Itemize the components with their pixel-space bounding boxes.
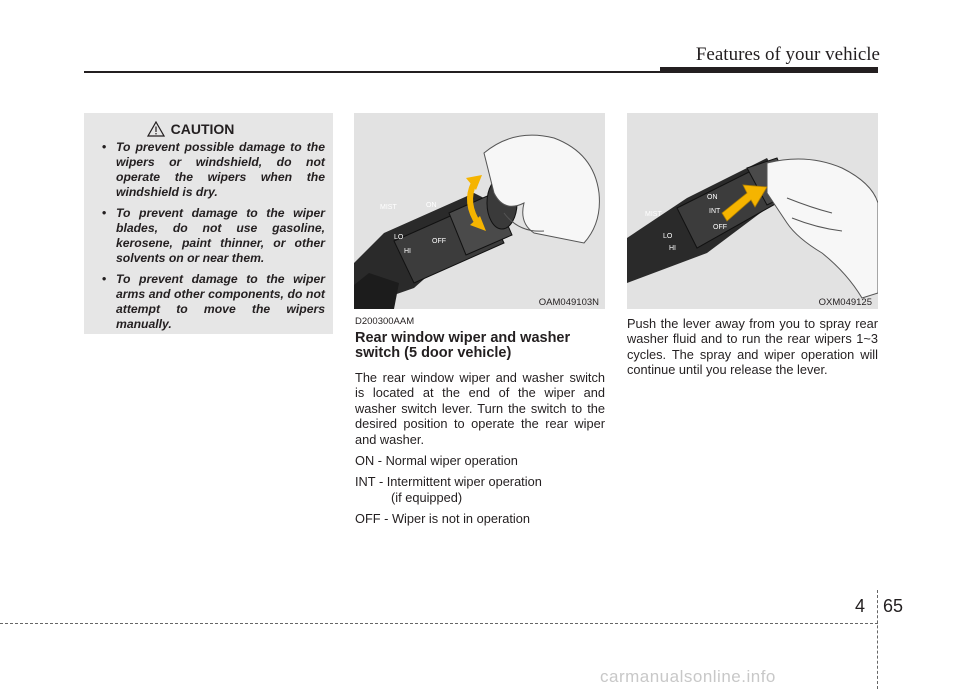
caution-item-text: To prevent possible damage to the wipers or windshield, do not operate the wipers when the windshield is dry. xyxy=(116,140,325,199)
caution-list xyxy=(96,140,325,332)
label-mist: MIST xyxy=(380,204,397,211)
caution-item-text: To prevent damage to the wiper blades, do not use gasoline, kerosene, paint thinner, or other solvents on or near them. xyxy=(116,206,325,265)
caution-item xyxy=(96,140,325,200)
section-intro: The rear window wiper and washer switch is located at the end of the wiper and washer switch lever. Turn the switch to the desired position to operate the rear wiper and washer. xyxy=(355,370,605,447)
caution-title: CAUTION xyxy=(170,121,235,137)
header-rule xyxy=(84,71,662,73)
caution-heading xyxy=(56,121,325,137)
chapter-number: 4 xyxy=(855,596,866,616)
figure-rear-washer-push xyxy=(627,113,878,309)
label-on: ON xyxy=(707,194,718,201)
section-title: Rear window wiper and washer switch (5 door vehicle) xyxy=(355,330,571,361)
figure-code: OAM049103N xyxy=(538,297,599,308)
figure-rear-wiper-switch-turn xyxy=(354,113,605,309)
page-header-title: Features of your vehicle xyxy=(695,44,880,65)
bullet-icon: • xyxy=(102,206,107,220)
label-on: ON xyxy=(426,202,437,209)
caution-item xyxy=(96,206,325,266)
footer-rule xyxy=(0,623,878,624)
bullet-icon: • xyxy=(102,140,107,154)
caution-item xyxy=(96,272,325,332)
mode-on: ON - Normal wiper operation xyxy=(355,453,518,469)
label-lo: LO xyxy=(394,234,404,241)
wiper-lever-turn-illustration xyxy=(354,113,605,309)
label-lo: LO xyxy=(663,233,673,240)
section-ref-code: D200300AAM xyxy=(355,316,415,327)
figure-code: OXM049125 xyxy=(818,297,872,308)
header-rule-accent xyxy=(660,67,878,73)
watermark: carmanualsonline.info xyxy=(600,667,776,686)
caution-box xyxy=(84,113,333,334)
mode-off: OFF - Wiper is not in operation xyxy=(355,511,530,527)
label-mist: MIST xyxy=(645,211,662,218)
label-off: OFF xyxy=(713,224,727,231)
rear-wiper-section xyxy=(355,316,605,533)
wiper-lever-push-illustration xyxy=(627,113,878,309)
label-int: INT xyxy=(709,208,721,215)
bullet-icon: • xyxy=(102,272,107,286)
page-number: 65 xyxy=(883,596,904,616)
warning-triangle-icon xyxy=(147,121,165,137)
mode-int-note: (if equipped) xyxy=(391,489,463,505)
footer-divider xyxy=(877,590,878,689)
mode-int: INT - Intermittent wiper operation xyxy=(355,474,542,490)
label-hi: HI xyxy=(404,248,411,255)
caution-item-text: To prevent damage to the wiper arms and other components, do not attempt to move the wipers manually. xyxy=(116,272,325,331)
label-hi: HI xyxy=(669,245,676,252)
washer-section xyxy=(627,316,878,384)
push-instructions: Push the lever away from you to spray rear washer fluid and to run the rear wipers 1~3 cycles. The spray and wiper operation will continue until you release the lever. xyxy=(627,316,878,378)
label-off: OFF xyxy=(432,238,446,245)
